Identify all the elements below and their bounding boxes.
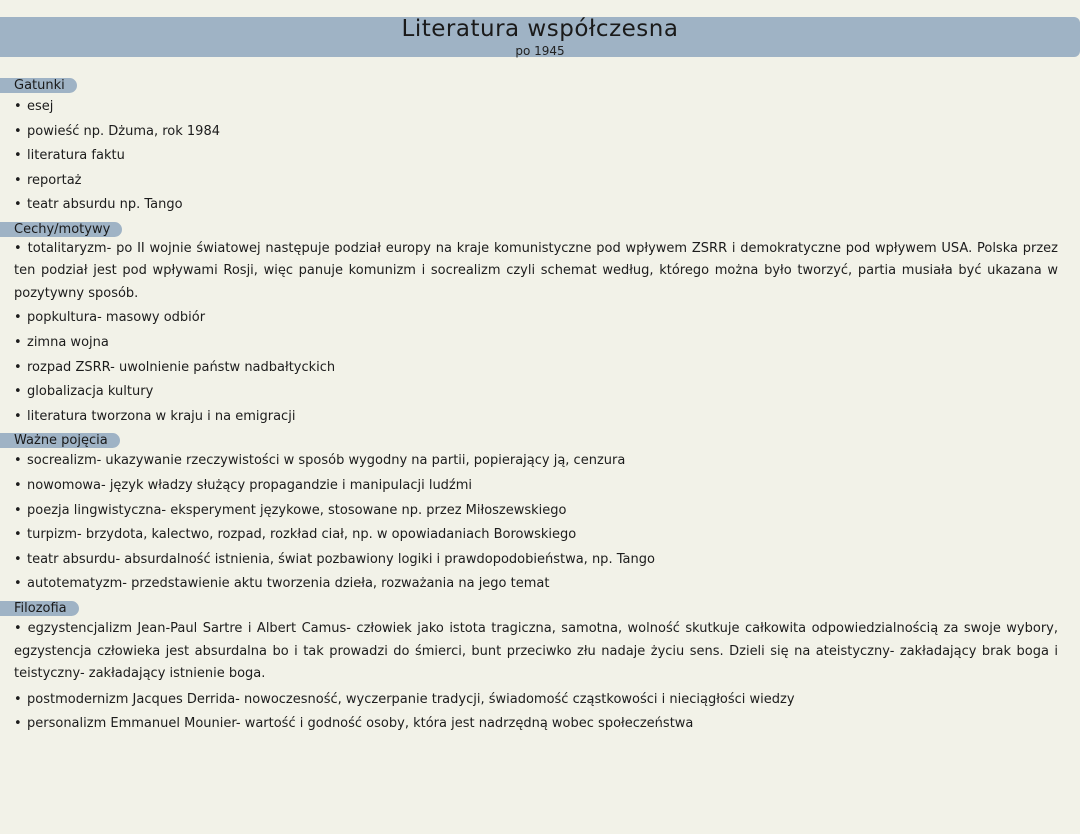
notes-content <box>0 74 1080 737</box>
bullet-icon: • <box>14 691 22 707</box>
bullet-icon: • <box>14 384 22 400</box>
list-item: • socrealizm- ukazywanie rzeczywistości w sposób wygodny na partii, popierający ją, cenzura <box>0 449 1080 474</box>
bullet-icon: • <box>14 716 22 732</box>
list-item: • teatr absurdu- absurdalność istnienia, świat pozbawiony logiki i prawdopodobieństwa, np. Tango <box>0 548 1080 573</box>
list-item: • reportaż <box>0 169 1080 194</box>
bullet-icon: • <box>14 335 22 351</box>
gatunki-list <box>0 95 1080 218</box>
bullet-icon: • <box>14 172 22 188</box>
section-heading-gatunki: Gatunki <box>0 78 77 93</box>
bullet-icon: • <box>14 551 22 567</box>
bullet-icon: • <box>14 359 22 375</box>
list-item: • postmodernizm Jacques Derrida- nowoczesność, wyczerpanie tradycji, świadomość cząstkowości i nieciągłości wiedzy <box>0 688 1080 713</box>
bullet-icon: • <box>14 576 22 592</box>
section-heading-filozofia: Filozofia <box>0 601 79 616</box>
section-wazne-pojecia <box>0 429 1080 597</box>
list-item: • poezja lingwistyczna- eksperyment językowe, stosowane np. przez Miłoszewskiego <box>0 499 1080 524</box>
list-item: • totalitaryzm- po II wojnie światowej następuje podział europy na kraje komunistyczne pod wpływem ZSRR i demokratyczne pod wpływem USA. Polska przez ten podział jest pod wpływami Rosji, więc panuje komunizm i socrealizm czyli schemat według, którego można było tworzyć, partia musiała być ukazana w pozytywny sposób. <box>14 240 1058 301</box>
list-item: • teatr absurdu np. Tango <box>0 193 1080 218</box>
list-item: • personalizm Emmanuel Mounier- wartość i godność osoby, która jest nadrzędną wobec społeczeństwa <box>0 712 1080 737</box>
section-heading-wazne-pojecia: Ważne pojęcia <box>0 433 120 448</box>
bullet-icon: • <box>14 502 22 518</box>
section-filozofia <box>0 597 1080 737</box>
bullet-icon: • <box>14 310 22 326</box>
bullet-icon: • <box>14 621 22 636</box>
bullet-icon: • <box>14 453 22 469</box>
list-item: • globalizacja kultury <box>0 380 1080 405</box>
list-item: • autotematyzm- przedstawienie aktu tworzenia dzieła, rozważania na jego temat <box>0 572 1080 597</box>
bullet-icon: • <box>14 148 22 164</box>
list-item: • esej <box>0 95 1080 120</box>
list-item: • powieść np. Dżuma, rok 1984 <box>0 120 1080 145</box>
list-item: • turpizm- brzydota, kalectwo, rozpad, rozkład ciał, np. w opowiadaniach Borowskiego <box>0 523 1080 548</box>
list-item: • popkultura- masowy odbiór <box>0 306 1080 331</box>
pojecia-list <box>0 449 1080 597</box>
section-cechy-motywy <box>0 218 1080 429</box>
section-gatunki <box>0 74 1080 218</box>
page-subtitle: po 1945 <box>515 44 565 58</box>
cechy-long-list <box>0 238 1080 306</box>
list-item: • nowomowa- język władzy służący propagandzie i manipulacji ludźmi <box>0 474 1080 499</box>
page-title: Literatura współczesna <box>401 16 679 42</box>
filozofia-long-list <box>0 618 1080 686</box>
list-item: • rozpad ZSRR- uwolnienie państw nadbałtyckich <box>0 356 1080 381</box>
bullet-icon: • <box>14 527 22 543</box>
bullet-icon: • <box>14 478 22 494</box>
bullet-icon: • <box>14 197 22 213</box>
bullet-icon: • <box>14 123 22 139</box>
filozofia-list <box>0 688 1080 737</box>
list-item: • literatura tworzona w kraju i na emigracji <box>0 405 1080 430</box>
list-item: • egzystencjalizm Jean-Paul Sartre i Albert Camus- człowiek jako istota tragiczna, samotna, wolność skutkuje całkowita odpowiedzialnością za swoje wybory, egzystencja człowieka jest absurdalna bo i tak prowadzi do śmierci, bunt przeciwko złu nadaje życiu sens. Dzieli się na ateistyczny- zakładający brak boga i teistyczny- zakładający istnienie boga. <box>14 621 1058 681</box>
list-item: • literatura faktu <box>0 144 1080 169</box>
cechy-list <box>0 306 1080 429</box>
section-heading-cechy-motywy: Cechy/motywy <box>0 222 122 237</box>
bullet-icon: • <box>14 99 22 114</box>
bullet-icon: • <box>14 240 22 256</box>
list-item: • zimna wojna <box>0 331 1080 356</box>
bullet-icon: • <box>14 408 22 424</box>
